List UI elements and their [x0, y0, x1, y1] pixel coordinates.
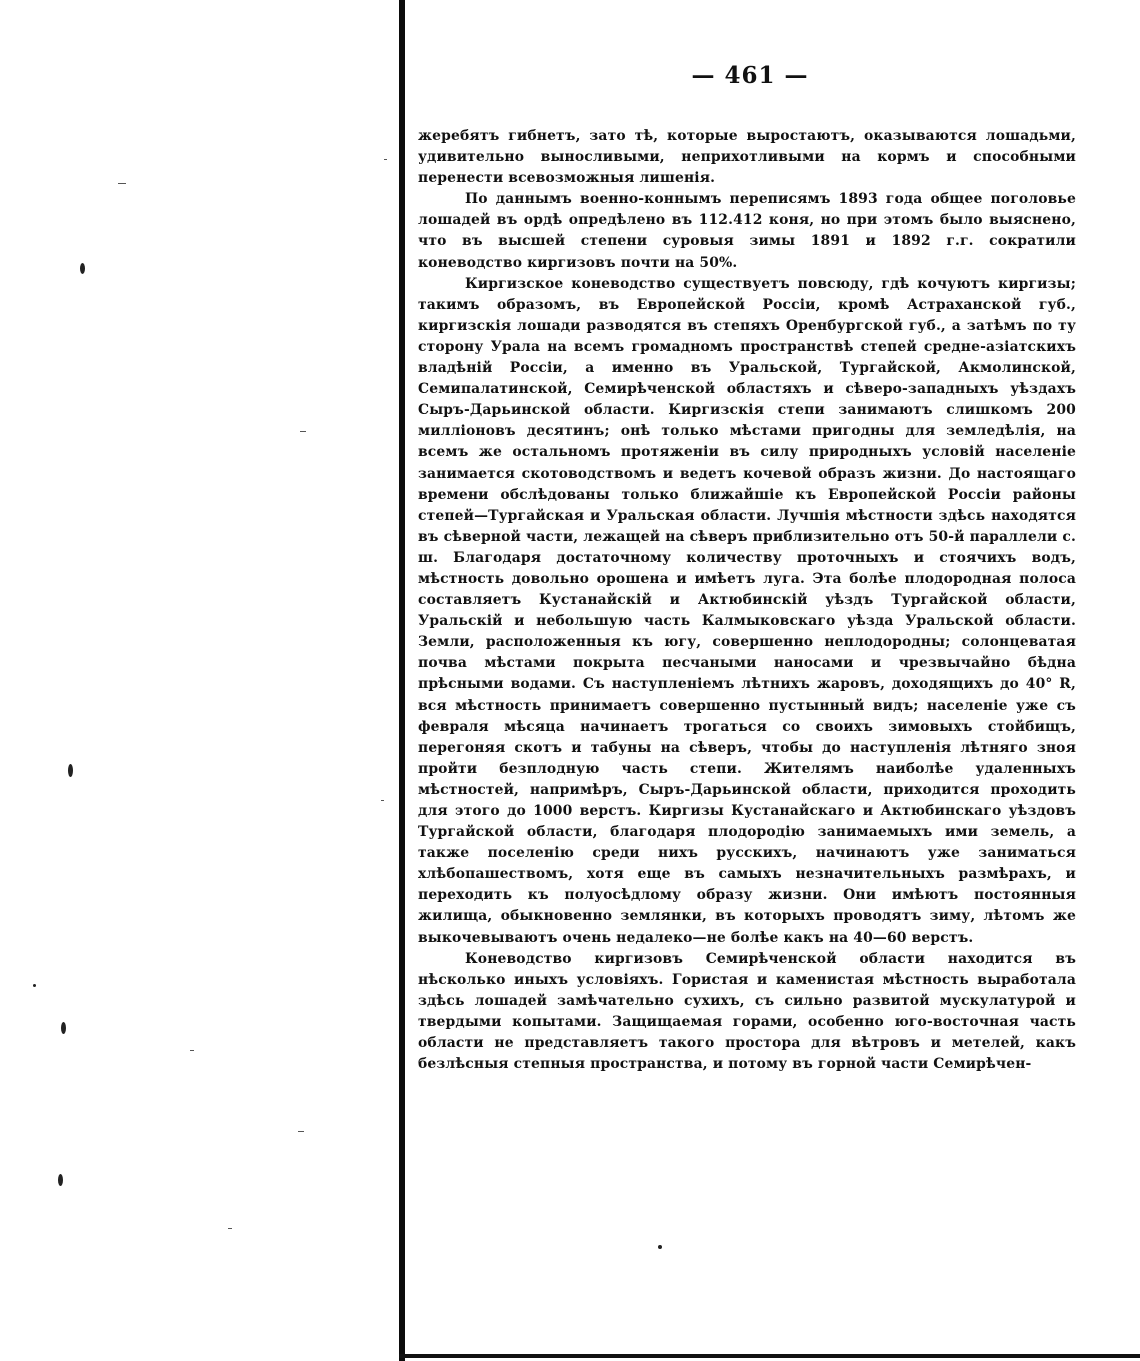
- paragraph-continuation: жеребятъ гибнетъ, зато тѣ, которые выростаютъ, оказываются лошадьми, удивительно выносливыми, неприхотливыми на кормъ и способными перенести всевозможныя лишенія.: [418, 128, 1076, 187]
- scan-speck: [68, 764, 73, 777]
- scan-speck: [80, 263, 85, 274]
- scan-speck: [658, 1245, 662, 1249]
- scan-mark: [190, 1050, 194, 1051]
- scan-mark: [118, 183, 126, 184]
- scan-speck: [33, 984, 36, 987]
- paragraph-semirechensk: Коневодство киргизовъ Семирѣченской области находится въ нѣсколько иныхъ условіяхъ. Гористая и каменистая мѣстность выработала здѣсь лошадей замѣчательно сухихъ, съ сильно развитой мускулатурой и твердыми копытами. Защищаемая горами, особенно юго-восточная часть области не представляетъ такого простора для вѣтровъ и метелей, какъ безлѣсныя степныя пространства, и потому въ горной части Семирѣчен-: [418, 950, 1076, 1073]
- scan-mark: [381, 800, 384, 801]
- scan-mark: [384, 159, 387, 160]
- paragraph-distribution: Киргизское коневодство существуетъ повсюду, гдѣ кочуютъ киргизы; такимъ образомъ, въ Европейской Россіи, кромѣ Астраханской губ., киргизскія лошади разводятся въ степяхъ Оренбургской губ., а затѣмъ по ту сторону Урала на всемъ громадномъ пространствѣ степей средне-азіатскихъ владѣній Россіи, а именно въ Уральской, Тургайской, Акмолинской, Семипалатинской, Семирѣченской областяхъ и сѣверо-западныхъ уѣздахъ Сыръ-Дарьинской области. Киргизскія степи занимаютъ слишкомъ 200 милліоновъ десятинъ; онѣ только мѣстами пригодны для земледѣлія, на всемъ же остальномъ протяженіи въ силу природныхъ условій населеніе занимается скотоводствомъ и ведетъ кочевой образъ жизни. До настоящаго времени обслѣдованы только ближайшіе къ Европейской Россіи районы степей—Тургайская и Уральская области. Лучшія мѣстности здѣсь находятся въ сѣверной части, лежащей на сѣверъ приблизительно отъ 50-й параллели с. ш. Благодаря достаточному количеству проточныхъ и стоячихъ водъ, мѣстность довольно орошена и имѣетъ луга. Эта болѣе плодородная полоса составляетъ Кустанайскій и Актюбинскій уѣздъ Тургайской области, Уральскій и небольшую часть Калмыковскаго уѣзда Уральской области. Земли, расположенныя къ югу, совершенно неплодородны; солонцеватая почва мѣстами покрыта песчаными наносами и чрезвычайно бѣдна прѣсными водами. Съ наступленіемъ лѣтнихъ жаровъ, доходящихъ до 40° R, вся мѣстность принимаетъ совершенно пустынный видъ; населеніе уже съ февраля мѣсяца начинаетъ трогаться со своихъ зимовыхъ стойбищъ, перегоняя скотъ и табуны на сѣверъ, чтобы до наступленія лѣтняго зноя пройти безплодную часть степи. Жителямъ наиболѣе удаленныхъ мѣстностей, напримѣръ, Сыръ-Дарьинской области, приходится проходить для этого до 1000 верстъ. Киргизы Кустанайскаго и Актюбинскаго уѣздовъ Тургайской области, благодаря плодородію занимаемыхъ ими земель, а также поселенію среди нихъ русскихъ, начинаютъ уже заниматься хлѣбопашествомъ, хотя еще въ самыхъ незначительныхъ размѣрахъ, и переходить къ полуосѣдлому образу жизни. Они имѣютъ постоянныя жилища, обыкновенно землянки, въ которыхъ проводятъ зиму, лѣтомъ же выкочевываютъ очень недалеко—не болѣе какъ на 40—60 верстъ.: [418, 275, 1076, 946]
- scan-speck: [61, 1022, 66, 1034]
- scan-mark: [298, 1131, 304, 1132]
- binding-gutter-rule: [399, 0, 405, 1361]
- page-bottom-rule: [399, 1354, 1140, 1358]
- scan-mark: [300, 431, 306, 432]
- body-text: [418, 126, 1076, 1075]
- page-number: — 461 —: [691, 62, 809, 89]
- scan-mark: [228, 1228, 232, 1229]
- scan-speck: [58, 1174, 63, 1186]
- paragraph-census: По даннымъ военно-коннымъ переписямъ 1893 года общее поголовье лошадей въ ордѣ опредѣлено въ 112.412 коня, но при этомъ было выяснено, что въ высшей степени суровыя зимы 1891 и 1892 г.г. сократили коневодство киргизовъ почти на 50%.: [418, 191, 1076, 271]
